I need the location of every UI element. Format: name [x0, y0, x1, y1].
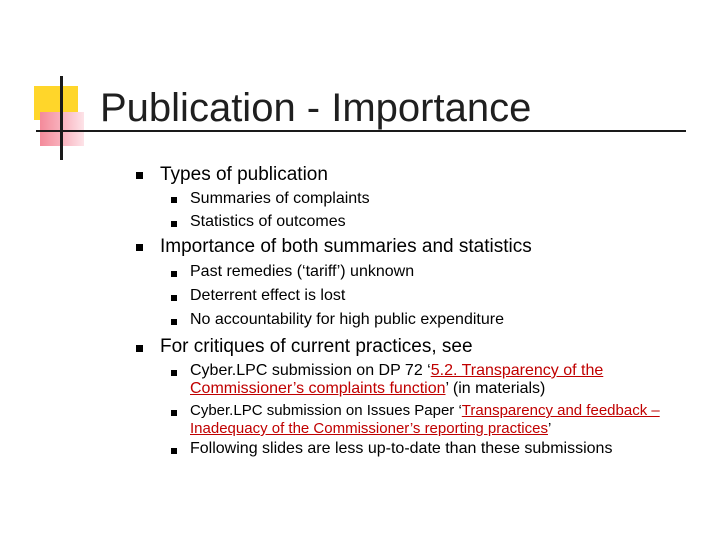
list-item	[190, 402, 660, 438]
item-text: Cyber.LPC submission on Issues Paper ‘	[190, 402, 462, 419]
list-item: Summaries of complaints	[190, 190, 370, 207]
slide-title: Publication - Importance	[100, 86, 532, 130]
bullet-icon	[171, 448, 177, 454]
list-item: Following slides are less up-to-date than these submissions	[190, 440, 613, 457]
bullet-icon	[136, 244, 143, 251]
bullet-icon	[136, 345, 143, 352]
list-item: Statistics of outcomes	[190, 213, 346, 230]
submission-link[interactable]: Inadequacy of the Commissioner’s reporting practices	[190, 420, 548, 437]
list-item: No accountability for high public expenditure	[190, 311, 504, 328]
item-text: Cyber.LPC submission on DP 72 ‘	[190, 362, 431, 379]
submission-link[interactable]: Commissioner’s complaints function	[190, 380, 446, 397]
section-heading: Importance of both summaries and statistics	[160, 236, 532, 257]
list-item: Deterrent effect is lost	[190, 287, 346, 304]
bullet-icon	[136, 172, 143, 179]
item-text: ’ (in materials)	[445, 380, 546, 397]
submission-link[interactable]: Transparency and feedback –	[461, 402, 660, 419]
bullet-icon	[171, 221, 177, 227]
bullet-icon	[171, 319, 177, 325]
bullet-icon	[171, 197, 177, 203]
item-text: ’	[547, 420, 552, 437]
section-heading: For critiques of current practices, see	[160, 336, 473, 357]
bullet-icon	[171, 370, 177, 376]
list-item	[190, 362, 603, 398]
submission-link[interactable]: 5.2. Transparency of the	[430, 362, 604, 379]
bullet-icon	[171, 271, 177, 277]
bullet-icon	[171, 410, 177, 416]
bullet-icon	[171, 295, 177, 301]
section-heading: Types of publication	[160, 164, 328, 185]
decor-vertical-line	[60, 76, 63, 160]
list-item: Past remedies (‘tariff’) unknown	[190, 263, 415, 280]
